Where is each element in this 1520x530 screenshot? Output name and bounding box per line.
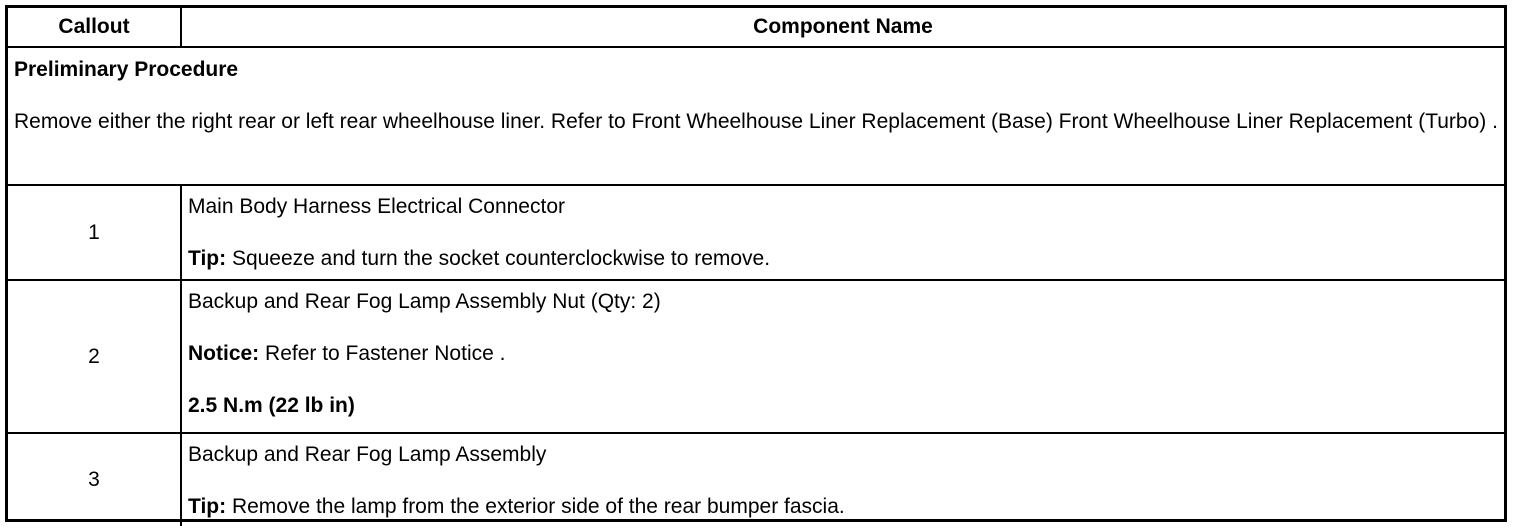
tip-text: Remove the lamp from the exterior side of the rear bumper fascia. <box>226 495 845 518</box>
table-row <box>8 185 1504 280</box>
callout-number: 2 <box>8 280 181 433</box>
tip-label: Tip: <box>188 247 227 270</box>
preliminary-procedure-cell <box>8 47 1504 185</box>
tip-note <box>188 494 1498 520</box>
component-cell <box>181 185 1504 280</box>
component-name: Backup and Rear Fog Lamp Assembly Nut (Qty: 2) <box>188 290 661 313</box>
notice-text: Refer to Fastener Notice . <box>259 342 506 365</box>
preliminary-procedure-title: Preliminary Procedure <box>14 58 239 81</box>
table-header-row <box>8 8 1504 47</box>
column-header-component-name: Component Name <box>181 8 1504 47</box>
component-name: Main Body Harness Electrical Connector <box>188 195 565 218</box>
column-header-callout: Callout <box>8 8 181 47</box>
table-row <box>8 280 1504 433</box>
torque-spec: 2.5 N.m (22 lb in) <box>188 394 355 417</box>
tip-note <box>188 246 1498 272</box>
preliminary-procedure-row <box>8 47 1504 185</box>
callout-number: 3 <box>8 433 181 526</box>
notice-note <box>188 341 1498 367</box>
tip-label: Tip: <box>188 495 227 518</box>
component-name: Backup and Rear Fog Lamp Assembly <box>188 443 547 466</box>
procedure-table <box>8 8 1504 526</box>
preliminary-procedure-text: Remove either the right rear or left rear wheelhouse liner. Refer to Front Wheelhouse Liner Replacement (Base) Front Wheelhouse Liner Replacement (Turbo) . <box>14 110 1498 133</box>
notice-label: Notice: <box>188 342 260 365</box>
callout-number: 1 <box>8 185 181 280</box>
tip-text: Squeeze and turn the socket counterclockwise to remove. <box>226 247 771 270</box>
component-cell <box>181 280 1504 433</box>
component-cell <box>181 433 1504 526</box>
table-row <box>8 433 1504 526</box>
procedure-table-frame <box>5 5 1507 522</box>
